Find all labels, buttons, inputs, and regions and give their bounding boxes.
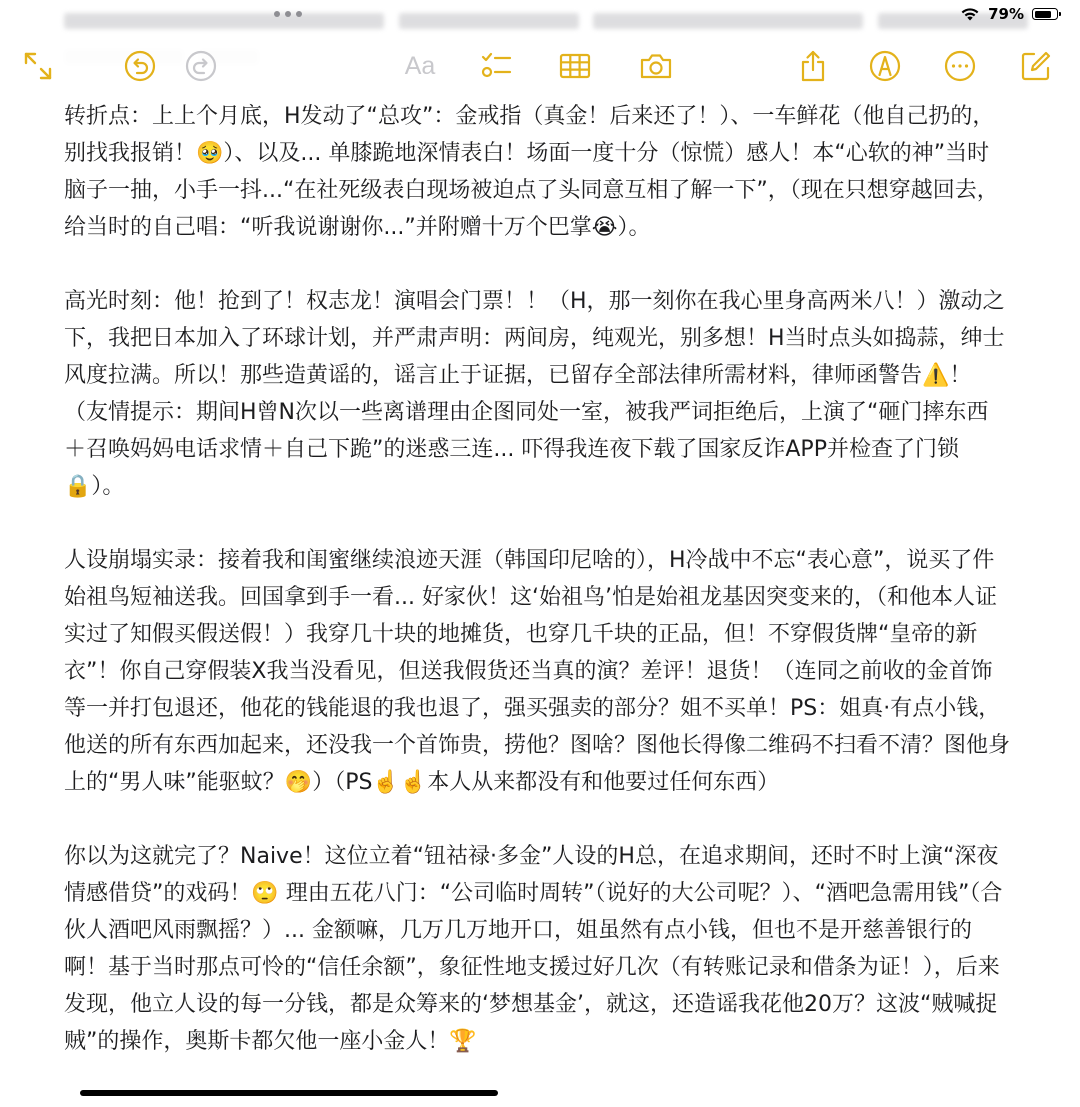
redo-icon	[184, 49, 218, 83]
share-icon	[796, 49, 830, 83]
multitasking-dots[interactable]	[274, 11, 302, 17]
share-button[interactable]	[793, 46, 833, 86]
wifi-icon	[960, 7, 980, 22]
status-bar	[0, 0, 1080, 34]
note-paragraph: 你以为这就完了？Naive！这位立着“钮祜禄·多金”人设的H总，在追求期间，还时不时上演“深夜情感借贷”的戏码！🙄 理由五花八门：“公司临时周转”（说好的大公司呢？）、“酒吧急需用钱”（合伙人酒吧风雨飘摇？）... 金额嘛，几万几万地开口，姐虽然有点小钱，但也不是开慈善银行的啊！基于当时那点可怜的“信任余额”，象征性地支援过好几次（有转账记录和借条为证！），后来发现，他立人设的每一分钱，都是众筹来的‘梦想基金’，就这，还造谣我花他20万？这波“贼喊捉贼”的操作，奥斯卡都欠他一座小金人！🏆	[64, 844, 1003, 1054]
camera-icon	[639, 49, 673, 83]
compose-icon	[1019, 49, 1053, 83]
battery-percent: 79%	[988, 5, 1024, 23]
compose-button[interactable]	[1016, 46, 1056, 86]
table-button[interactable]	[555, 46, 595, 86]
status-indicators	[960, 5, 1058, 23]
format-label: Aa	[404, 51, 436, 80]
checklist-icon	[479, 49, 513, 83]
format-button[interactable]	[395, 46, 445, 86]
expand-icon	[21, 49, 55, 83]
table-icon	[558, 49, 592, 83]
expand-button[interactable]	[18, 46, 58, 86]
markup-pen-icon	[868, 49, 902, 83]
camera-button[interactable]	[636, 46, 676, 86]
note-paragraph: 高光时刻：他！抢到了！权志龙！演唱会门票！！（H，那一刻你在我心里身高两米八！）激动之下，我把日本加入了环球计划，并严肃声明：两间房，纯观光，别多想！H当时点头如捣蒜，绅士风度拉满。所以！那些造黄谣的，谣言止于证据，已留存全部法律所需材料，律师函警告⚠️！（友情提示：期间H曾N次以一些离谱理由企图同处一室，被我严词拒绝后，上演了“砸门摔东西＋召唤妈妈电话求情＋自己下跪”的迷惑三连... 吓得我连夜下载了国家反诈APP并检查了门锁🔒）。	[64, 289, 1005, 499]
battery-level	[1035, 11, 1052, 18]
battery-icon	[1032, 8, 1058, 20]
undo-button[interactable]	[120, 46, 160, 86]
redo-button[interactable]	[181, 46, 221, 86]
more-button[interactable]	[940, 46, 980, 86]
markup-button[interactable]	[865, 46, 905, 86]
undo-icon	[123, 49, 157, 83]
checklist-button[interactable]	[476, 46, 516, 86]
note-body[interactable]	[64, 98, 1010, 1097]
home-indicator[interactable]	[80, 1090, 498, 1096]
note-paragraph: 人设崩塌实录：接着我和闺蜜继续浪迹天涯（韩国印尼啥的），H冷战中不忘“表心意”，说买了件始祖鸟短袖送我。回国拿到手一看... 好家伙！这‘始祖鸟’怕是始祖龙基因突变来的，（和他本人证实过了知假买假送假！）我穿几十块的地摊货，也穿几千块的正品，但！不穿假货牌“皇帝的新衣”！你自己穿假装X我当没看见，但送我假货还当真的演？差评！退货！（连同之前收的金首饰等一并打包退还，他花的钱能退的我也退了，强买强卖的部分？姐不买单！PS：姐真·有点小钱，他送的所有东西加起来，还没我一个首饰贵，捞他？图啥？图他长得像二维码不扫看不清？图他身上的“男人味”能驱蚊？🤭）（PS☝️☝️本人从来都没有和他要过任何东西）	[64, 548, 1011, 795]
notes-toolbar	[0, 34, 1080, 98]
note-paragraph: 转折点：上上个月底，H发动了“总攻”：金戒指（真金！后来还了！）、一车鲜花（他自己扔的，别找我报销！🥹）、以及... 单膝跪地深情表白！场面一度十分（惊慌）感人！本“心软的神”当时脑子一抽，小手一抖...“在社死级表白现场被迫点了头同意互相了解一下”，（现在只想穿越回去，给当时的自己唱：“听我说谢谢你...”并附赠十万个巴掌😭）。	[64, 104, 999, 240]
ellipsis-icon	[943, 49, 977, 83]
